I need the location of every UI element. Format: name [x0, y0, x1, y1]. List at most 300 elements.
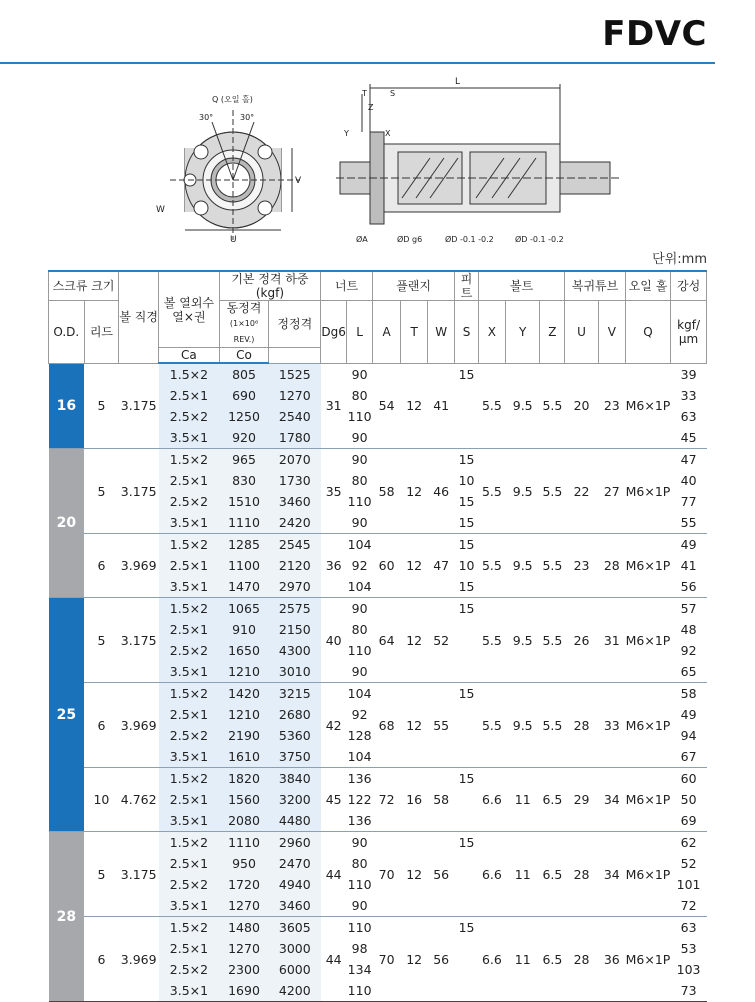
- cell-z: 5.5: [540, 534, 565, 598]
- label-angle-right: 30°: [240, 113, 255, 122]
- cell-lead: 5: [84, 832, 119, 917]
- label-t: T: [362, 89, 367, 98]
- cell-v: 34: [598, 768, 625, 832]
- cell-u: 23: [565, 534, 598, 598]
- cell-y: 11: [505, 768, 540, 832]
- header-z: Z: [540, 301, 565, 364]
- unit-label: 단위:mm: [652, 252, 707, 267]
- label-phi-a: ØA: [356, 235, 368, 244]
- cell-ball-dia: 3.175: [119, 449, 159, 534]
- label-q: Q (오일 홀): [212, 95, 253, 104]
- cell-x: 5.5: [478, 534, 505, 598]
- cell-x: 6.6: [478, 768, 505, 832]
- cell-z: 5.5: [540, 598, 565, 683]
- cell-ball-rows: 2.5×1: [159, 555, 220, 576]
- cell-ca: 1065: [219, 598, 269, 620]
- cell-l: 110: [347, 409, 372, 424]
- table-row: [49, 768, 707, 790]
- page-title: FDVC: [602, 14, 707, 54]
- cell-ball-rows: 1.5×2: [159, 768, 220, 790]
- cell-q: M6×1P: [625, 363, 670, 449]
- cell-t: 12: [401, 683, 428, 768]
- header-l: L: [347, 301, 373, 364]
- label-w: W: [156, 205, 165, 215]
- cell-stiffness: 67: [680, 749, 697, 764]
- header-dynamic-label: 동정격: [226, 301, 262, 315]
- cell-y: 9.5: [505, 449, 540, 534]
- cell-ball-rows: 1.5×2: [159, 534, 220, 556]
- cell-stiffness: 47: [671, 449, 707, 471]
- cell-u: 28: [565, 832, 598, 917]
- cell-s: [455, 980, 479, 1002]
- cell-s: [455, 853, 479, 874]
- table-row: [49, 917, 707, 939]
- cell-l: 90: [351, 664, 368, 679]
- cell-l: 90: [347, 598, 373, 620]
- cell-ball-rows: 3.5×1: [159, 810, 220, 832]
- cell-s: [455, 895, 479, 917]
- cell-l: 110: [347, 917, 373, 939]
- label-u: U: [230, 235, 237, 245]
- cell-ball-dia: 4.762: [119, 768, 159, 832]
- cell-ball-rows: 1.5×2: [159, 363, 220, 385]
- cell-s: 15: [455, 832, 479, 854]
- cell-ca: 1110: [219, 512, 269, 534]
- cell-u: 28: [565, 683, 598, 768]
- cell-stiffness: 103: [676, 962, 701, 977]
- cell-stiffness: 73: [680, 983, 697, 998]
- header-x: X: [478, 301, 505, 364]
- cell-ball-rows: 3.5×1: [159, 895, 220, 917]
- cell-s: 15: [455, 598, 479, 620]
- cell-w: 52: [428, 598, 455, 683]
- cell-lead: 5: [84, 598, 119, 683]
- cell-ball-rows: 2.5×2: [159, 640, 220, 661]
- cell-co: 3750: [269, 746, 321, 768]
- cell-z: 5.5: [540, 683, 565, 768]
- cell-co: 3215: [269, 683, 321, 705]
- cell-l: 110: [347, 494, 372, 509]
- cell-s: 15: [458, 515, 475, 530]
- header-stiffness-unit: kgf/ μm: [671, 301, 707, 364]
- cell-a: 54: [373, 363, 401, 449]
- label-v: V: [295, 176, 302, 186]
- cell-ca: 1720: [219, 874, 269, 895]
- header-stiffness: 강성: [671, 271, 707, 301]
- cell-l: 110: [347, 643, 372, 658]
- cell-dg6: 42: [321, 683, 347, 768]
- cell-z: 6.5: [540, 917, 565, 1002]
- cell-l: 136: [347, 768, 373, 790]
- cell-ca: 920: [219, 427, 269, 449]
- table-row: [49, 363, 707, 385]
- cell-v: 34: [598, 832, 625, 917]
- cell-w: 47: [428, 534, 455, 598]
- label-phi-d2: ØD -0.1 -0.2: [445, 235, 494, 244]
- cell-u: 26: [565, 598, 598, 683]
- cell-ball-rows: 2.5×1: [159, 385, 220, 406]
- cell-lead: 6: [84, 534, 119, 598]
- cell-l: 90: [351, 430, 368, 445]
- cell-x: 5.5: [478, 598, 505, 683]
- cell-dg6: 45: [321, 768, 347, 832]
- cell-ca: 910: [219, 619, 269, 640]
- cell-stiffness: 92: [680, 643, 697, 658]
- cell-ca: 965: [219, 449, 269, 471]
- cell-stiffness: 56: [680, 579, 697, 594]
- cell-ca: 1270: [219, 938, 269, 959]
- cell-stiffness: 33: [680, 388, 697, 403]
- cell-ball-rows: 3.5×1: [159, 576, 220, 598]
- cell-s: [455, 427, 479, 449]
- cell-x: 5.5: [478, 683, 505, 768]
- cell-co: 2420: [269, 512, 321, 534]
- cell-s: 10: [458, 473, 475, 488]
- cell-stiffness: 62: [671, 832, 707, 854]
- cell-ca: 830: [219, 470, 269, 491]
- cell-dg6: 40: [321, 598, 347, 683]
- cell-ball-rows: 3.5×1: [159, 661, 220, 683]
- cell-l: 104: [347, 749, 372, 764]
- cell-l: 104: [347, 534, 373, 556]
- cell-co: 4480: [269, 810, 321, 832]
- cell-co: 2680: [269, 704, 321, 725]
- cell-w: 46: [428, 449, 455, 534]
- cell-a: 70: [373, 832, 401, 917]
- label-phi-d: ØD g6: [397, 235, 423, 244]
- cell-y: 11: [505, 832, 540, 917]
- cell-co: 1730: [269, 470, 321, 491]
- cell-co: 3460: [269, 491, 321, 512]
- cell-ball-rows: 1.5×2: [159, 449, 220, 471]
- header-return-tube: 복귀튜브: [565, 271, 625, 301]
- header-v: V: [598, 301, 625, 364]
- cell-s: [455, 874, 479, 895]
- cell-a: 58: [373, 449, 401, 534]
- cell-q: M6×1P: [625, 683, 670, 768]
- cell-stiffness: 49: [680, 707, 697, 722]
- cell-l: 92: [351, 558, 368, 573]
- header-dg6: Dg6: [321, 301, 347, 364]
- cell-ca: 1820: [219, 768, 269, 790]
- header-dynamic: [219, 301, 269, 348]
- cell-t: 12: [401, 598, 428, 683]
- cell-l: 90: [347, 832, 373, 854]
- cell-ball-rows: 2.5×1: [159, 619, 220, 640]
- header-screw-size: 스크류 크기: [49, 271, 119, 301]
- cell-ball-rows: 3.5×1: [159, 980, 220, 1002]
- cell-v: 23: [598, 363, 625, 449]
- cell-ball-dia: 3.175: [119, 598, 159, 683]
- cell-co: 1525: [269, 363, 321, 385]
- cell-z: 5.5: [540, 363, 565, 449]
- cell-od: 20: [49, 449, 85, 598]
- cell-ball-rows: 2.5×1: [159, 938, 220, 959]
- nut-side-view: [336, 84, 620, 224]
- cell-u: 22: [565, 449, 598, 534]
- cell-ca: 1210: [219, 704, 269, 725]
- cell-co: 4300: [269, 640, 321, 661]
- table-row: [49, 683, 707, 705]
- cell-dg6: 44: [321, 832, 347, 917]
- cell-a: 70: [373, 917, 401, 1002]
- cell-ball-rows: 2.5×2: [159, 725, 220, 746]
- cell-ca: 690: [219, 385, 269, 406]
- cell-l: 104: [347, 683, 373, 705]
- cell-q: M6×1P: [625, 917, 670, 1002]
- cell-ca: 1560: [219, 789, 269, 810]
- cell-z: 5.5: [540, 449, 565, 534]
- cell-q: M6×1P: [625, 768, 670, 832]
- cell-v: 36: [598, 917, 625, 1002]
- cell-ball-rows: 3.5×1: [159, 512, 220, 534]
- label-x: X: [385, 129, 391, 138]
- cell-co: 2070: [269, 449, 321, 471]
- table-row: [49, 598, 707, 620]
- header-static: 정정격: [269, 301, 321, 348]
- header-u: U: [565, 301, 598, 364]
- cell-v: 33: [598, 683, 625, 768]
- cell-co: 2575: [269, 598, 321, 620]
- cell-stiffness: 50: [680, 792, 697, 807]
- cell-stiffness: 39: [671, 363, 707, 385]
- cell-s: [455, 725, 479, 746]
- cell-s: 15: [455, 917, 479, 939]
- header-q: Q: [625, 301, 670, 364]
- cell-ca: 950: [219, 853, 269, 874]
- label-y: Y: [344, 129, 349, 138]
- cell-od: 25: [49, 598, 85, 832]
- cell-dg6: 44: [321, 917, 347, 1002]
- header-flange: 플랜지: [373, 271, 455, 301]
- cell-ca: 1650: [219, 640, 269, 661]
- header-a: A: [373, 301, 401, 364]
- cell-ball-dia: 3.969: [119, 917, 159, 1002]
- cell-lead: 10: [84, 768, 119, 832]
- cell-stiffness: 49: [671, 534, 707, 556]
- cell-s: [455, 661, 479, 683]
- cell-w: 56: [428, 832, 455, 917]
- cell-ca: 1690: [219, 980, 269, 1002]
- cell-lead: 5: [84, 449, 119, 534]
- cell-q: M6×1P: [625, 449, 670, 534]
- cell-x: 5.5: [478, 363, 505, 449]
- table-row: [49, 534, 707, 556]
- cell-u: 28: [565, 917, 598, 1002]
- cell-lead: 5: [84, 363, 119, 449]
- cell-stiffness: 58: [671, 683, 707, 705]
- cell-s: [455, 938, 479, 959]
- cell-dg6: 35: [321, 449, 347, 534]
- cell-y: 9.5: [505, 598, 540, 683]
- header-lead: 리드: [84, 301, 119, 364]
- cell-od: 28: [49, 832, 85, 1002]
- cell-stiffness: 65: [680, 664, 697, 679]
- cell-lead: 6: [84, 917, 119, 1002]
- cell-s: 15: [458, 579, 475, 594]
- cell-v: 31: [598, 598, 625, 683]
- header-t: T: [401, 301, 428, 364]
- cell-stiffness: 63: [680, 409, 697, 424]
- cell-co: 3200: [269, 789, 321, 810]
- cell-ca: 1285: [219, 534, 269, 556]
- cell-ca: 2300: [219, 959, 269, 980]
- cell-a: 68: [373, 683, 401, 768]
- cell-od: 16: [49, 363, 85, 449]
- cell-s: 15: [455, 768, 479, 790]
- cell-z: 6.5: [540, 768, 565, 832]
- cell-stiffness: 55: [680, 515, 697, 530]
- spec-table: [48, 270, 707, 1002]
- cell-ca: 1250: [219, 406, 269, 427]
- cell-w: 58: [428, 768, 455, 832]
- cell-stiffness: 45: [680, 430, 697, 445]
- cell-co: 3000: [269, 938, 321, 959]
- header-nut: 너트: [321, 271, 373, 301]
- cell-co: 3010: [269, 661, 321, 683]
- header-od: O.D.: [49, 301, 85, 364]
- cell-s: [455, 640, 479, 661]
- cell-z: 6.5: [540, 832, 565, 917]
- cell-stiffness: 69: [680, 813, 697, 828]
- cell-ball-rows: 2.5×2: [159, 406, 220, 427]
- cell-t: 12: [401, 534, 428, 598]
- cell-q: M6×1P: [625, 534, 670, 598]
- cell-co: 5360: [269, 725, 321, 746]
- cell-co: 1270: [269, 385, 321, 406]
- cell-a: 72: [373, 768, 401, 832]
- table-row: [49, 832, 707, 854]
- cell-y: 9.5: [505, 683, 540, 768]
- cell-ball-dia: 3.175: [119, 363, 159, 449]
- cell-t: 12: [401, 917, 428, 1002]
- cell-s: 15: [455, 449, 479, 471]
- header-s: S: [455, 301, 479, 364]
- cell-dg6: 36: [321, 534, 347, 598]
- cell-s: 15: [455, 534, 479, 556]
- table-row: [49, 449, 707, 471]
- cell-l: 80: [351, 388, 368, 403]
- cell-y: 9.5: [505, 534, 540, 598]
- cell-ca: 805: [219, 363, 269, 385]
- cell-ball-rows: 2.5×2: [159, 491, 220, 512]
- cell-ball-rows: 2.5×1: [159, 789, 220, 810]
- cell-dg6: 31: [321, 363, 347, 449]
- cell-u: 20: [565, 363, 598, 449]
- cell-s: [455, 959, 479, 980]
- cell-l: 128: [347, 728, 372, 743]
- cell-t: 12: [401, 832, 428, 917]
- cell-co: 4940: [269, 874, 321, 895]
- cell-ball-rows: 1.5×2: [159, 683, 220, 705]
- cell-ball-rows: 1.5×2: [159, 832, 220, 854]
- cell-l: 98: [351, 941, 368, 956]
- cell-co: 2120: [269, 555, 321, 576]
- header-bolt: 볼트: [478, 271, 564, 301]
- cell-co: 6000: [269, 959, 321, 980]
- cell-stiffness: 63: [671, 917, 707, 939]
- cell-u: 29: [565, 768, 598, 832]
- header-ball-rows: 볼 열외수 열×권: [159, 271, 220, 348]
- cell-l: 104: [347, 579, 372, 594]
- cell-co: 2150: [269, 619, 321, 640]
- cell-stiffness: 72: [680, 898, 697, 913]
- cell-ca: 1110: [219, 832, 269, 854]
- cell-ball-rows: 2.5×2: [159, 959, 220, 980]
- cell-ball-rows: 3.5×1: [159, 746, 220, 768]
- cell-stiffness: 53: [680, 941, 697, 956]
- cell-l: 90: [351, 898, 368, 913]
- cell-w: 55: [428, 683, 455, 768]
- cell-co: 2545: [269, 534, 321, 556]
- title-rule: [0, 62, 715, 64]
- cell-co: 2540: [269, 406, 321, 427]
- cell-v: 27: [598, 449, 625, 534]
- cell-t: 16: [401, 768, 428, 832]
- cell-ca: 1470: [219, 576, 269, 598]
- cell-x: 6.6: [478, 832, 505, 917]
- cell-s: 15: [455, 683, 479, 705]
- cell-ball-dia: 3.969: [119, 534, 159, 598]
- cell-ca: 2080: [219, 810, 269, 832]
- cell-s: [455, 619, 479, 640]
- cell-l: 80: [351, 856, 368, 871]
- cell-stiffness: 48: [680, 622, 697, 637]
- cell-q: M6×1P: [625, 832, 670, 917]
- cell-co: 2970: [269, 576, 321, 598]
- cell-ca: 1210: [219, 661, 269, 683]
- header-y: Y: [505, 301, 540, 364]
- label-s: S: [390, 89, 396, 98]
- label-z: Z: [368, 103, 374, 112]
- cell-t: 12: [401, 449, 428, 534]
- cell-q: M6×1P: [625, 598, 670, 683]
- cell-x: 6.6: [478, 917, 505, 1002]
- header-oil-hole: 오일 홀: [625, 271, 670, 301]
- cell-ball-rows: 2.5×1: [159, 704, 220, 725]
- cell-ball-rows: 1.5×2: [159, 598, 220, 620]
- cell-l: 134: [347, 962, 372, 977]
- cell-stiffness: 94: [680, 728, 697, 743]
- cell-stiffness: 77: [680, 494, 697, 509]
- cell-s: 15: [455, 363, 479, 385]
- cell-stiffness: 101: [676, 877, 701, 892]
- cell-stiffness: 57: [671, 598, 707, 620]
- cell-l: 92: [351, 707, 368, 722]
- cell-v: 28: [598, 534, 625, 598]
- cell-s: [455, 746, 479, 768]
- cell-l: 90: [351, 515, 368, 530]
- cell-stiffness: 60: [671, 768, 707, 790]
- header-dynamic-unit: (1×10⁶ REV.): [229, 319, 259, 344]
- cell-co: 1780: [269, 427, 321, 449]
- cell-ball-rows: 3.5×1: [159, 427, 220, 449]
- cell-w: 56: [428, 917, 455, 1002]
- cell-l: 110: [347, 877, 372, 892]
- label-l: L: [455, 77, 461, 87]
- cell-co: 4200: [269, 980, 321, 1002]
- cell-ca: 1420: [219, 683, 269, 705]
- technical-drawing: [0, 70, 755, 250]
- cell-ca: 1100: [219, 555, 269, 576]
- cell-s: [455, 789, 479, 810]
- cell-ball-rows: 1.5×2: [159, 917, 220, 939]
- cell-s: [455, 385, 479, 406]
- header-ball-dia: 볼 직경: [119, 271, 159, 363]
- header-fit: 피트: [455, 271, 479, 301]
- cell-ca: 2190: [219, 725, 269, 746]
- cell-a: 60: [373, 534, 401, 598]
